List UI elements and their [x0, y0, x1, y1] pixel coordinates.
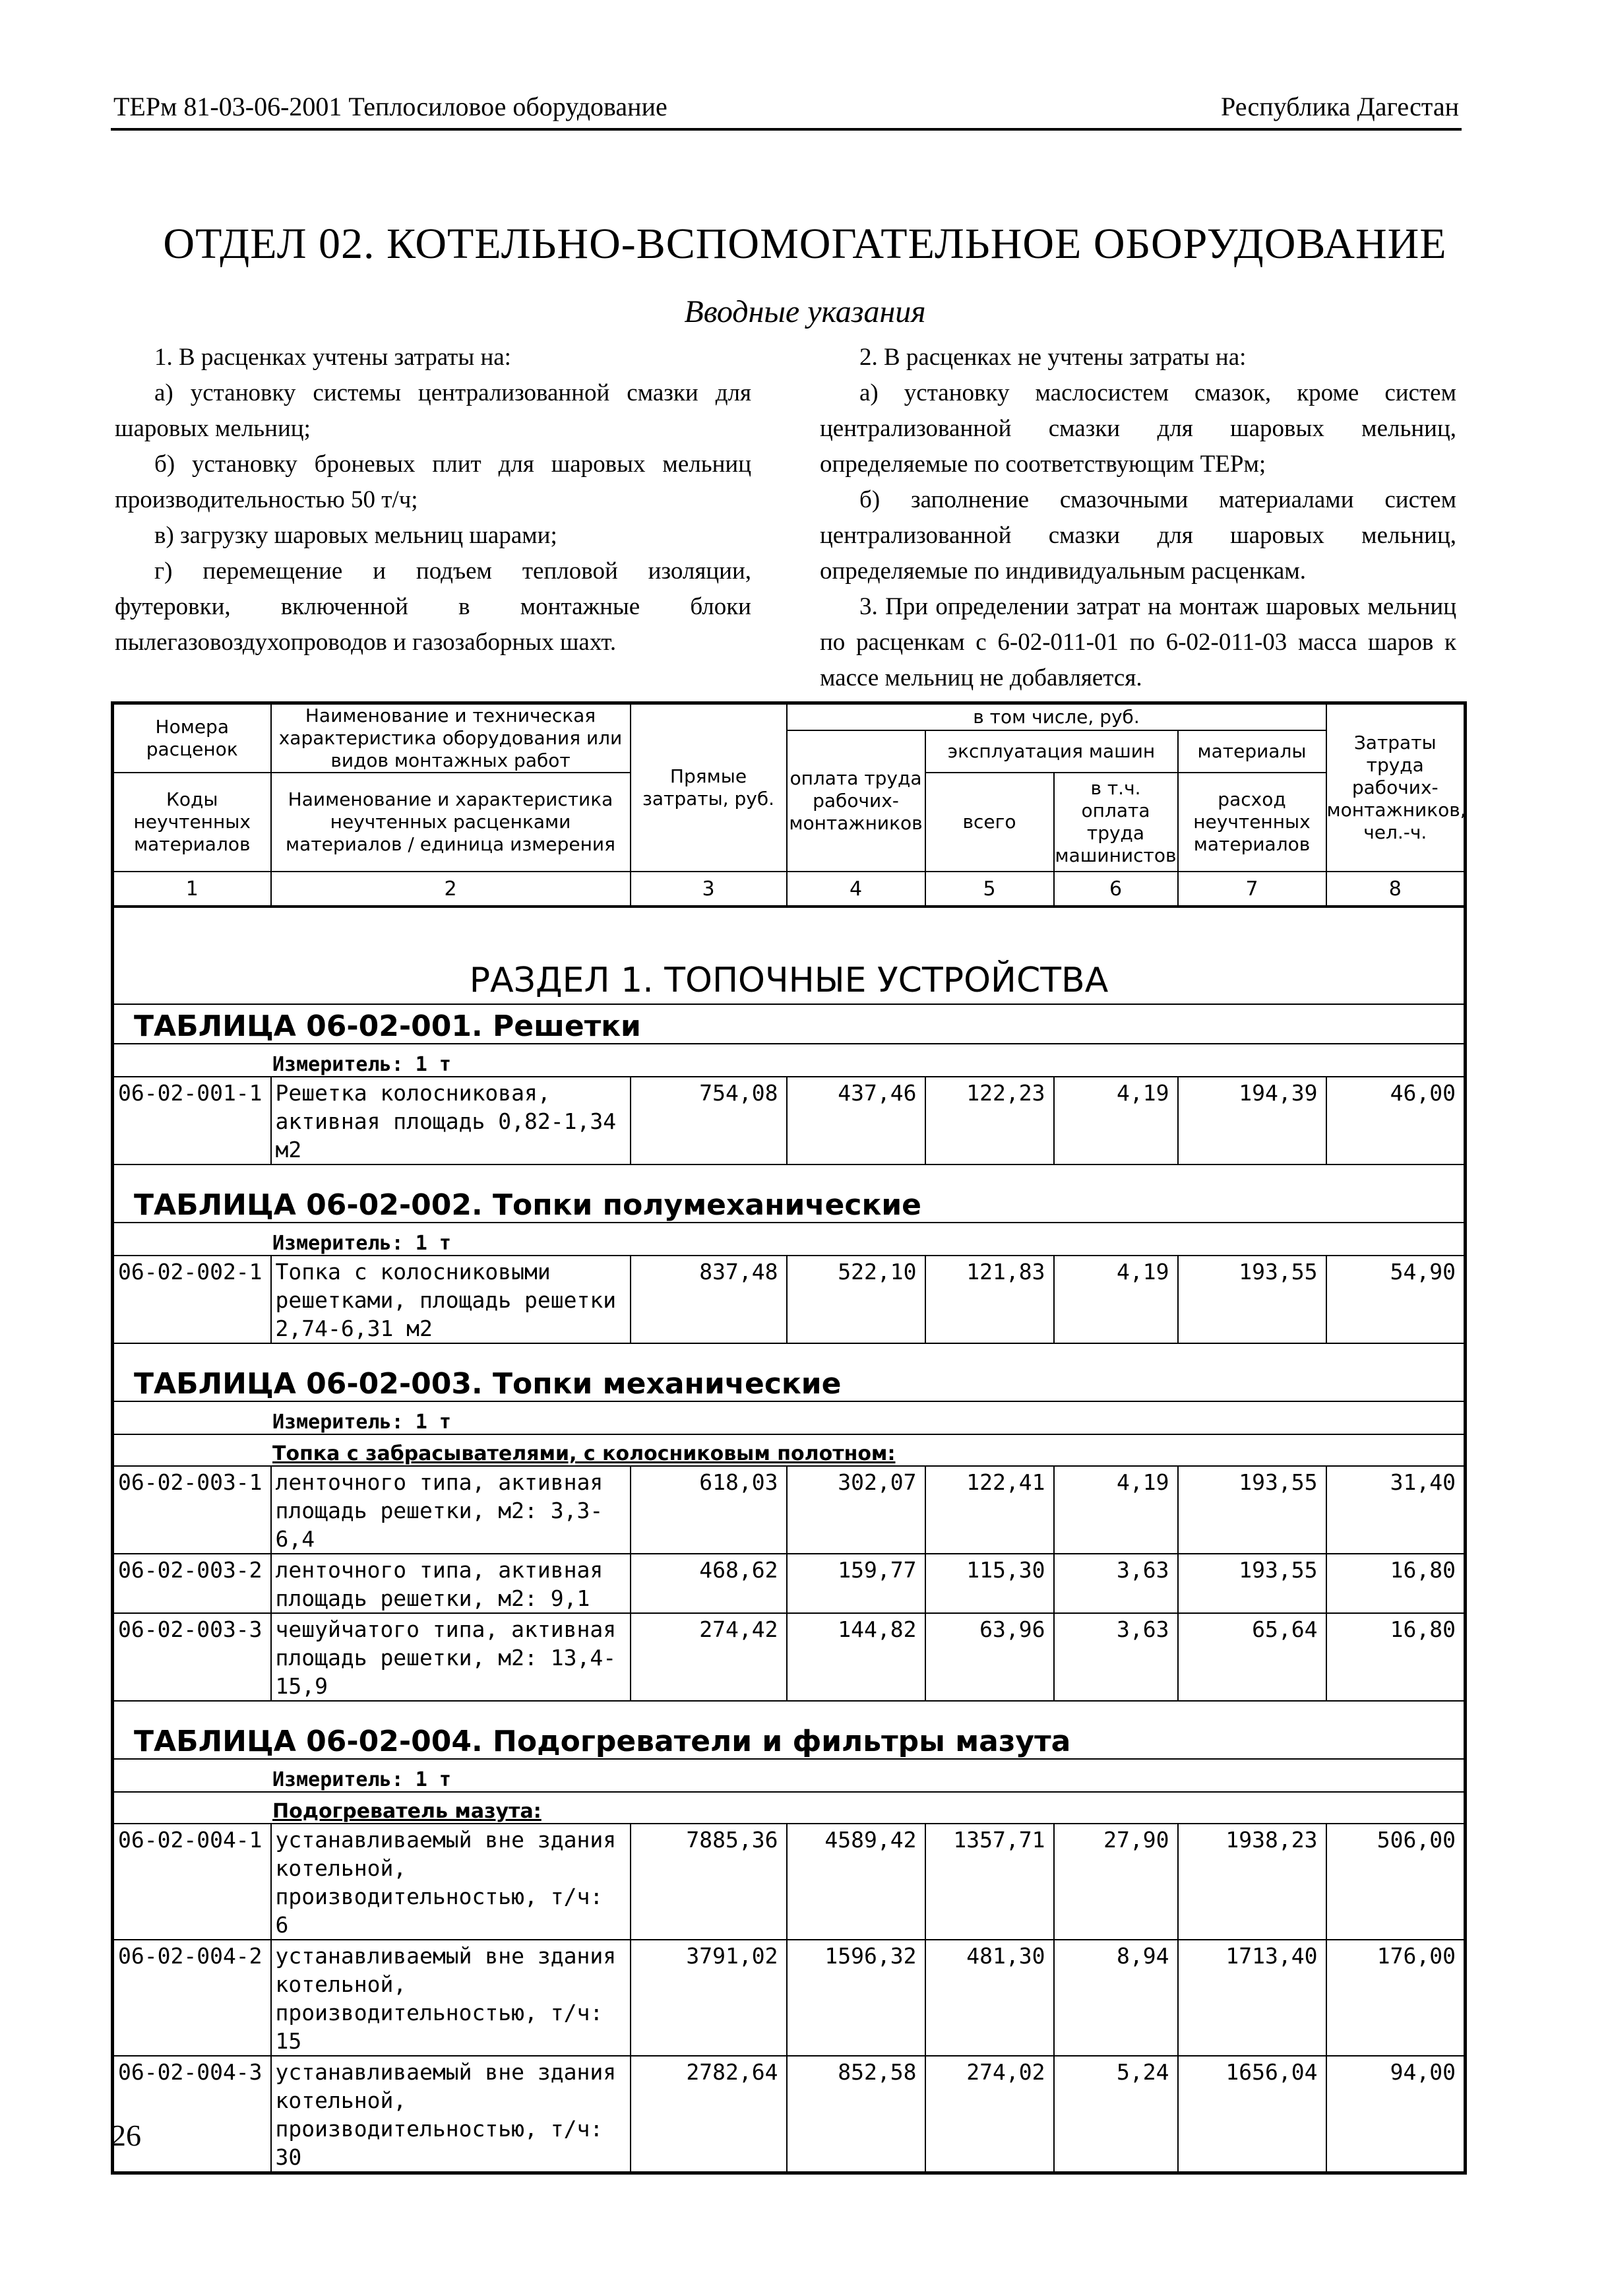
machine-operator-pay: 3,63 [1054, 1554, 1178, 1613]
labor-pay: 302,07 [787, 1466, 925, 1554]
materials: 193,55 [1178, 1466, 1326, 1554]
materials: 1938,23 [1178, 1824, 1326, 1940]
labor-pay: 4589,42 [787, 1824, 925, 1940]
labor-pay: 144,82 [787, 1613, 925, 1701]
measure-unit: Измеритель: 1 т [113, 1223, 1466, 1256]
labor-hours: 16,80 [1326, 1554, 1466, 1613]
section-subtitle: Вводные указания [684, 294, 926, 329]
table-row [113, 2056, 1466, 2173]
table-title: ТАБЛИЦА 06-02-002. Топки полумеханические [113, 1164, 1466, 1223]
header-cell-ekspl: эксплуатация машин [925, 730, 1178, 773]
materials: 193,55 [1178, 1256, 1326, 1343]
header-cell-materialy: материалы [1178, 730, 1326, 773]
table-header-row [113, 703, 1466, 731]
rate-description: устанавливаемый вне здания котельной, производительностью, т/ч: 30 [271, 2056, 631, 2173]
direct-costs: 468,62 [631, 1554, 787, 1613]
rate-code: 06-02-004-3 [113, 2056, 271, 2173]
measure-unit: Измеритель: 1 т [113, 1401, 1466, 1434]
table-row [113, 1940, 1466, 2056]
machine-total: 115,30 [925, 1554, 1054, 1613]
rate-code: 06-02-003-2 [113, 1554, 271, 1613]
column-number: 2 [271, 872, 631, 907]
column-number: 3 [631, 872, 787, 907]
page-number: 26 [111, 2119, 141, 2152]
measure-unit: Измеритель: 1 т [113, 1044, 1466, 1077]
intro-paragraph: а) установку системы централизованной смазки для шаровых мельниц; [115, 379, 751, 442]
column-number: 7 [1178, 872, 1326, 907]
table-row [113, 1554, 1466, 1613]
labor-pay: 852,58 [787, 2056, 925, 2173]
intro-paragraph: а) установку маслосистем смазок, кроме систем централизованной смазки для шаровых мельниц, определяемые по соответствующим ТЕРм; [820, 379, 1456, 478]
header-cell-zatraty: Затраты труда рабочих-монтажников, чел.-ч. [1326, 703, 1466, 872]
section-title: ОТДЕЛ 02. КОТЕЛЬНО-ВСПОМОГАТЕЛЬНОЕ ОБОРУДОВАНИЕ [163, 220, 1447, 268]
table-row [113, 1077, 1466, 1164]
labor-pay: 437,46 [787, 1077, 925, 1164]
rate-code: 06-02-003-3 [113, 1613, 271, 1701]
header-cell-nomera: Номера расценок [113, 703, 271, 773]
labor-hours: 46,00 [1326, 1077, 1466, 1164]
column-number: 6 [1054, 872, 1178, 907]
materials: 193,55 [1178, 1554, 1326, 1613]
labor-pay: 159,77 [787, 1554, 925, 1613]
labor-hours: 94,00 [1326, 2056, 1466, 2173]
direct-costs: 837,48 [631, 1256, 787, 1343]
table-row [113, 1613, 1466, 1701]
header-document-code: ТЕРм 81-03-06-2001 Теплосиловое оборудование [113, 92, 667, 121]
machine-total: 122,23 [925, 1077, 1054, 1164]
machine-operator-pay: 4,19 [1054, 1077, 1178, 1164]
intro-left-column [115, 340, 751, 660]
header-cell-oplata: оплата труда рабочих-монтажников [787, 730, 925, 872]
direct-costs: 7885,36 [631, 1824, 787, 1940]
table-row [113, 1256, 1466, 1343]
intro-paragraph: в) загрузку шаровых мельниц шарами; [154, 522, 557, 549]
header-cell-naim: Наименование и техническая характеристика оборудования или видов монтажных работ [271, 703, 631, 773]
rate-description: Топка с колосниковыми решетками, площадь решетки 2,74-6,31 м2 [271, 1256, 631, 1343]
rate-code: 06-02-001-1 [113, 1077, 271, 1164]
rate-code: 06-02-003-1 [113, 1466, 271, 1554]
group-heading: Топка с забрасывателями, с колосниковым полотном: [113, 1434, 1466, 1466]
labor-pay: 1596,32 [787, 1940, 925, 2056]
rate-description: чешуйчатого типа, активная площадь решетки, м2: 13,4-15,9 [271, 1613, 631, 1701]
machine-operator-pay: 27,90 [1054, 1824, 1178, 1940]
header-cell-pryamye: Прямые затраты, руб. [631, 703, 787, 872]
machine-total: 481,30 [925, 1940, 1054, 2056]
page-header [111, 91, 1462, 131]
rate-description: устанавливаемый вне здания котельной, производительностью, т/ч: 6 [271, 1824, 631, 1940]
rates-table [111, 701, 1467, 2175]
header-region: Республика Дагестан [1221, 92, 1459, 121]
intro-paragraph: б) заполнение смазочными материалами систем централизованной смазки для шаровых мельниц, определяемые по индивидуальным расценкам. [820, 486, 1456, 585]
direct-costs: 2782,64 [631, 2056, 787, 2173]
machine-total: 63,96 [925, 1613, 1054, 1701]
column-number: 4 [787, 872, 925, 907]
table-row [113, 1466, 1466, 1554]
machine-operator-pay: 8,94 [1054, 1940, 1178, 2056]
table-title: ТАБЛИЦА 06-02-004. Подогреватели и фильтры мазута [113, 1701, 1466, 1759]
rate-description: ленточного типа, активная площадь решетки, м2: 9,1 [271, 1554, 631, 1613]
header-cell-vsego: всего [925, 773, 1054, 872]
intro-paragraph: б) установку броневых плит для шаровых мельниц производительностью 50 т/ч; [115, 451, 751, 513]
intro-paragraph: 3. При определении затрат на монтаж шаровых мельниц по расценкам с 6-02-011-01 по 6-02-011-03 масса шаров к массе мельниц не добавляется. [820, 593, 1456, 691]
labor-hours: 506,00 [1326, 1824, 1466, 1940]
labor-hours: 54,90 [1326, 1256, 1466, 1343]
header-cell-kody: Коды неучтенных материалов [113, 773, 271, 872]
machine-operator-pay: 3,63 [1054, 1613, 1178, 1701]
rate-code: 06-02-004-1 [113, 1824, 271, 1940]
machine-total: 274,02 [925, 2056, 1054, 2173]
table-row [113, 1824, 1466, 1940]
intro-paragraph: г) перемещение и подъем тепловой изоляции, футеровки, включенной в монтажные блоки пылегазовоздухопроводов и газозаборных шахт. [115, 558, 751, 656]
machine-operator-pay: 4,19 [1054, 1256, 1178, 1343]
table-title: ТАБЛИЦА 06-02-001. Решетки [113, 1004, 1466, 1044]
column-number-row [113, 872, 1466, 907]
direct-costs: 754,08 [631, 1077, 787, 1164]
labor-hours: 31,40 [1326, 1466, 1466, 1554]
materials: 1656,04 [1178, 2056, 1326, 2173]
machine-total: 1357,71 [925, 1824, 1054, 1940]
intro-paragraph: 1. В расценках учтены затраты на: [154, 344, 511, 371]
section-heading: РАЗДЕЛ 1. ТОПОЧНЫЕ УСТРОЙСТВА [113, 907, 1466, 1004]
measure-unit: Измеритель: 1 т [113, 1759, 1466, 1792]
intro-paragraph: 2. В расценках не учтены затраты на: [859, 344, 1247, 371]
machine-total: 122,41 [925, 1466, 1054, 1554]
rate-description: Решетка колосниковая, активная площадь 0,82-1,34 м2 [271, 1077, 631, 1164]
rate-code: 06-02-004-2 [113, 1940, 271, 2056]
labor-pay: 522,10 [787, 1256, 925, 1343]
machine-total: 121,83 [925, 1256, 1054, 1343]
machine-operator-pay: 4,19 [1054, 1466, 1178, 1554]
group-heading: Подогреватель мазута: [113, 1792, 1466, 1824]
rate-code: 06-02-002-1 [113, 1256, 271, 1343]
direct-costs: 618,03 [631, 1466, 787, 1554]
materials: 65,64 [1178, 1613, 1326, 1701]
direct-costs: 274,42 [631, 1613, 787, 1701]
materials: 1713,40 [1178, 1940, 1326, 2056]
section-row [113, 907, 1466, 1004]
rate-description: устанавливаемый вне здания котельной, производительностью, т/ч: 15 [271, 1940, 631, 2056]
header-cell-v-tom-chisle: в том числе, руб. [787, 703, 1326, 731]
labor-hours: 176,00 [1326, 1940, 1466, 2056]
labor-hours: 16,80 [1326, 1613, 1466, 1701]
rate-description: ленточного типа, активная площадь решетки, м2: 3,3-6,4 [271, 1466, 631, 1554]
header-cell-vtch: в т.ч. оплата труда машинистов [1054, 773, 1178, 872]
materials: 194,39 [1178, 1077, 1326, 1164]
header-cell-naim2: Наименование и характеристика неучтенных расценками материалов / единица измерения [271, 773, 631, 872]
table-title: ТАБЛИЦА 06-02-003. Топки механические [113, 1343, 1466, 1401]
direct-costs: 3791,02 [631, 1940, 787, 2056]
header-cell-rashod: расход неучтенных материалов [1178, 773, 1326, 872]
machine-operator-pay: 5,24 [1054, 2056, 1178, 2173]
column-number: 5 [925, 872, 1054, 907]
column-number: 8 [1326, 872, 1466, 907]
intro-right-column [820, 340, 1456, 696]
column-number: 1 [113, 872, 271, 907]
